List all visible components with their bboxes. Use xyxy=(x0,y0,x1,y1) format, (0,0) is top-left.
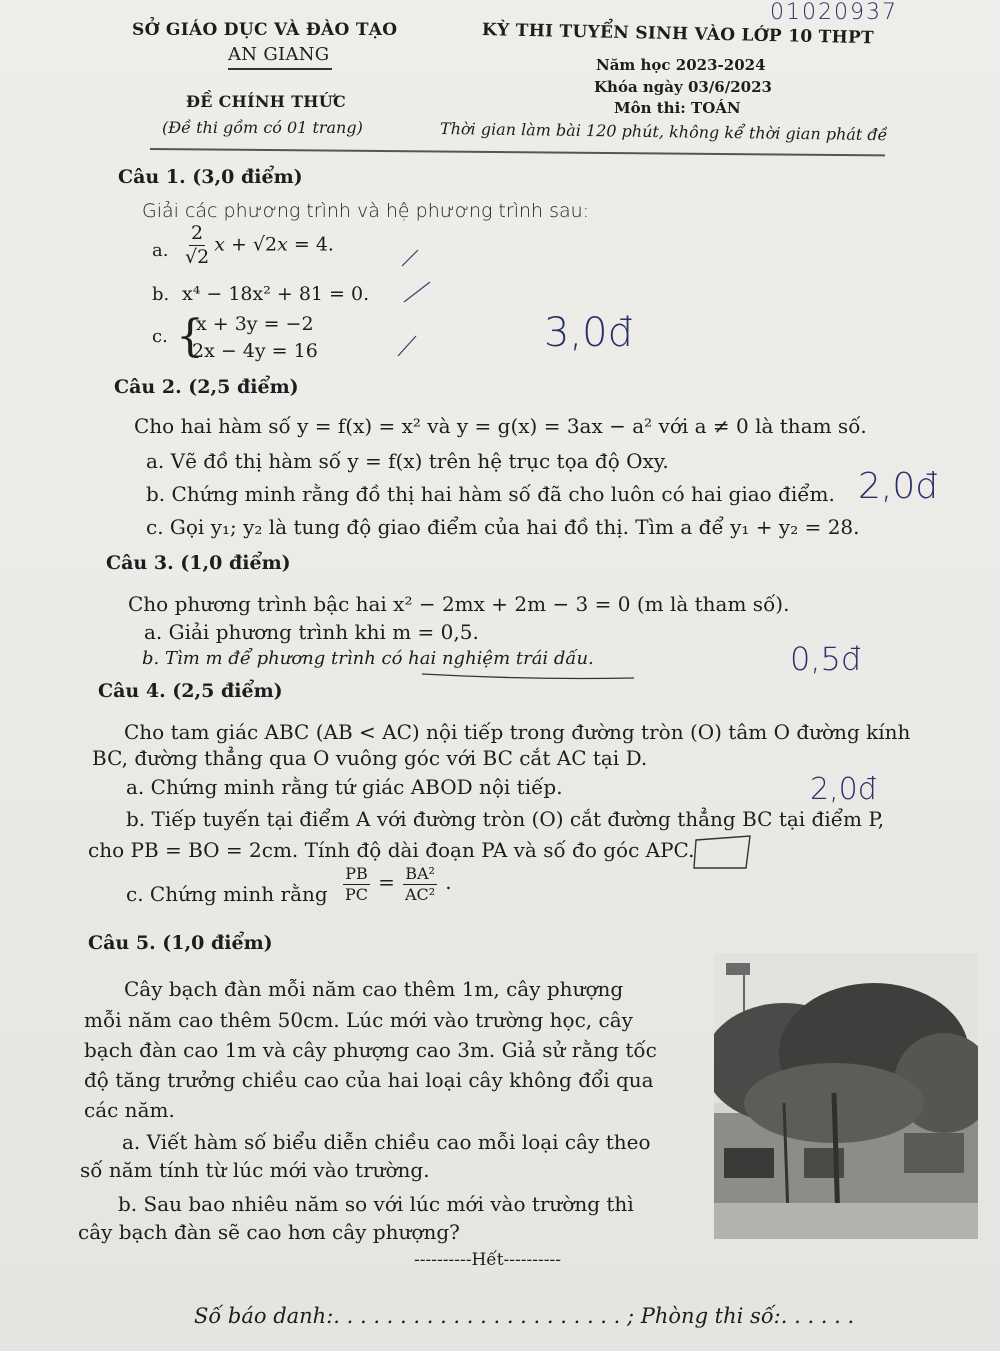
q1-a-fraction: $\frac{2}{√2}$ xyxy=(185,222,210,268)
q1-b-label: b. xyxy=(152,284,170,305)
subject: Môn thi: TOÁN xyxy=(614,99,741,117)
q1-intro: Giải các phương trình và hệ phương trình sau: xyxy=(142,200,590,222)
q5-p3: bạch đàn cao 1m và cây phượng cao 3m. Giả sử rằng tốc xyxy=(84,1038,657,1062)
q5-b1: b. Sau bao nhiêu năm so với lúc mới vào trường thì xyxy=(118,1192,634,1216)
q1-title: Câu 1. (3,0 điểm) xyxy=(118,166,303,188)
province-name: AN GIANG xyxy=(228,44,330,65)
q1-b-equation: x⁴ − 18x² + 81 = 0. xyxy=(182,283,370,305)
q5-p5: các năm. xyxy=(84,1098,175,1122)
q1-a-label: a. xyxy=(152,240,169,261)
q4-angle-circle-mark xyxy=(688,832,754,872)
q5-p2: mỗi năm cao thêm 50cm. Lúc mới vào trường học, cây xyxy=(84,1008,633,1032)
q5-b2: cây bạch đàn sẽ cao hơn cây phượng? xyxy=(78,1220,460,1244)
q2-a: a. Vẽ đồ thị hàm số y = f(x) trên hệ trục tọa độ Oxy. xyxy=(146,449,669,473)
official-label: ĐỀ CHÍNH THỨC xyxy=(186,92,347,111)
q3-underline-mark xyxy=(420,670,640,682)
q2-b: b. Chứng minh rằng đồ thị hai hàm số đã cho luôn có hai giao điểm. xyxy=(146,482,835,506)
q5-a2: số năm tính từ lúc mới vào trường. xyxy=(80,1158,430,1182)
grading-check-marks xyxy=(390,240,450,370)
q2-title: Câu 2. (2,5 điểm) xyxy=(114,376,299,398)
end-marker: ----------Hết---------- xyxy=(414,1250,561,1270)
q3-a: a. Giải phương trình khi m = 0,5. xyxy=(144,620,479,644)
q3-title: Câu 3. (1,0 điểm) xyxy=(106,552,291,574)
header-rule xyxy=(150,148,885,156)
q5-p4: độ tăng trưởng chiều cao của hai loại cây không đổi qua xyxy=(84,1068,654,1092)
q5-title: Câu 5. (1,0 điểm) xyxy=(88,932,273,954)
q4-line1: Cho tam giác ABC (AB < AC) nội tiếp trong đường tròn (O) tâm O đường kính xyxy=(124,720,911,744)
q5-a1: a. Viết hàm số biểu diễn chiều cao mỗi loại cây theo xyxy=(122,1130,651,1154)
q3-b: b. Tìm m để phương trình có hai nghiệm trái dấu. xyxy=(142,648,594,669)
q4-c-equation: $\frac{PB}{PC}$ = $\frac{\text{BA²}}{\text{AC²}}$ . xyxy=(345,864,452,904)
school-year: Năm học 2023-2024 xyxy=(596,56,766,74)
serial-number: 01020937 xyxy=(770,0,898,25)
q4-a: a. Chứng minh rằng tứ giác ABOD nội tiếp. xyxy=(126,775,563,799)
candidate-info-line: Số báo danh:. . . . . . . . . . . . . . . . . . . . . . ; Phòng thi số:. . . . . . xyxy=(194,1304,855,1328)
exam-date: Khóa ngày 03/6/2023 xyxy=(594,78,772,96)
time-note: Thời gian làm bài 120 phút, không kể thời gian phát đề xyxy=(439,119,888,145)
q2-score-mark: 2,0đ xyxy=(858,466,939,507)
q3-intro: Cho phương trình bậc hai x² − 2mx + 2m − 3 = 0 (m là tham số). xyxy=(128,592,790,616)
q4-c-prefix: c. Chứng minh rằng xyxy=(126,882,328,906)
q1-c-eq1: x + 3y = −2 xyxy=(196,313,314,335)
exam-title: KỲ THI TUYỂN SINH VÀO LỚP 10 THPT xyxy=(481,20,875,49)
province-underline xyxy=(228,68,332,70)
q1-c-brace: { xyxy=(176,311,204,362)
q1-c-label: c. xyxy=(152,326,168,347)
q4-line2: BC, đường thẳng qua O vuông góc với BC cắt AC tại D. xyxy=(92,746,648,770)
q1-score-mark: 3,0đ xyxy=(544,310,634,356)
q2-intro: Cho hai hàm số y = f(x) = x² và y = g(x) = 3ax − a² với a ≠ 0 là tham số. xyxy=(134,414,867,438)
q4-title: Câu 4. (2,5 điểm) xyxy=(98,680,283,702)
pages-note: (Đề thi gồm có 01 trang) xyxy=(162,118,363,137)
q1-a-equation: $\frac{2}{√2}$ x + √2x = 4. xyxy=(185,222,334,268)
q4-b2: cho PB = BO = 2cm. Tính độ dài đoạn PA và số đo góc APC. xyxy=(88,838,695,862)
q1-c-eq2: 2x − 4y = 16 xyxy=(192,340,318,362)
q3-score-mark: 0,5đ xyxy=(790,640,862,678)
q5-p1: Cây bạch đàn mỗi năm cao thêm 1m, cây phượng xyxy=(124,977,624,1001)
department-name: SỞ GIÁO DỤC VÀ ĐÀO TẠO xyxy=(132,20,398,40)
q4-c-right-fraction: $\frac{\text{BA²}}{\text{AC²}}$ xyxy=(404,864,436,904)
q4-score-mark: 2,0đ xyxy=(810,772,877,807)
school-trees-photo xyxy=(714,953,978,1239)
q4-b1: b. Tiếp tuyến tại điểm A với đường tròn (O) cắt đường thẳng BC tại điểm P, xyxy=(126,807,885,831)
q2-c: c. Gọi y₁; y₂ là tung độ giao điểm của hai đồ thị. Tìm a để y₁ + y₂ = 28. xyxy=(146,515,860,539)
q4-c-left-fraction: $\frac{PB}{PC}$ xyxy=(345,864,369,904)
